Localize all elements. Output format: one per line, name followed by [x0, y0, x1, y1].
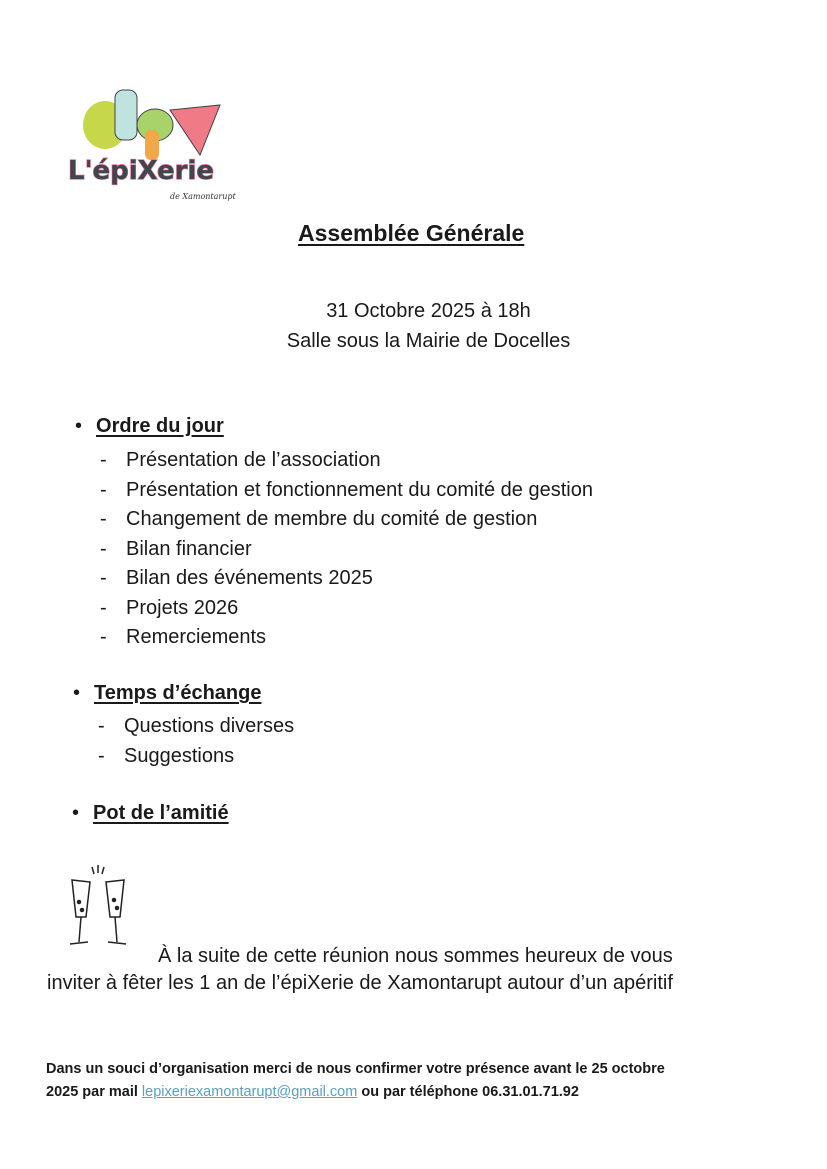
invite-line-1: À la suite de cette réunion nous sommes heureux de vous — [158, 945, 673, 967]
logo-text: L'épiXerie — [68, 156, 215, 186]
section-heading: Temps d’échange — [94, 682, 262, 704]
exchange-list — [98, 712, 294, 771]
footer-line-2 — [46, 1083, 579, 1101]
invite-line-2: inviter à fêter les 1 an de l’épiXerie de Xamontarupt autour d’un apéritif — [47, 972, 673, 994]
section-heading: Ordre du jour — [96, 415, 224, 437]
champagne-glasses-icon — [62, 862, 134, 952]
epixerie-logo — [60, 85, 240, 205]
list-item: - Changement de membre du comité de gestion — [100, 508, 538, 530]
event-place: Salle sous la Mairie de Docelles — [286, 330, 571, 352]
list-item: - Présentation de l’association — [100, 449, 381, 471]
agenda-list — [100, 446, 593, 653]
list-item: - Questions diverses — [98, 715, 295, 737]
section-temps-echange — [73, 682, 261, 705]
list-item: - Suggestions — [98, 744, 235, 767]
footer-line-1: Dans un souci d’organisation merci de nous confirmer votre présence avant le 25 octobre — [46, 1061, 665, 1077]
bullet-icon: • — [73, 682, 81, 704]
list-item: - Bilan financier — [100, 537, 252, 560]
section-ordre-du-jour — [75, 415, 224, 438]
bullet-icon: • — [72, 802, 80, 824]
bullet-icon: • — [75, 415, 83, 437]
list-item: - Projets 2026 — [100, 596, 239, 619]
list-item: - Remerciements — [100, 626, 267, 648]
list-item: - Bilan des événements 2025 — [100, 567, 373, 589]
footer-prefix: 2025 par mail — [46, 1084, 142, 1100]
section-heading: Pot de l’amitié — [93, 802, 229, 824]
logo-subtitle: de Xamontarupt — [170, 192, 236, 201]
email-link[interactable]: lepixeriexamontarupt@gmail.com — [141, 1084, 358, 1100]
list-item: - Présentation et fonctionnement du comité de gestion — [100, 478, 593, 501]
page-title: Assemblée Générale — [298, 220, 525, 246]
footer-phone: ou par téléphone 06.31.01.71.92 — [357, 1084, 579, 1100]
event-date: 31 Octobre 2025 à 18h — [326, 300, 531, 322]
section-pot-amitie — [72, 802, 229, 825]
